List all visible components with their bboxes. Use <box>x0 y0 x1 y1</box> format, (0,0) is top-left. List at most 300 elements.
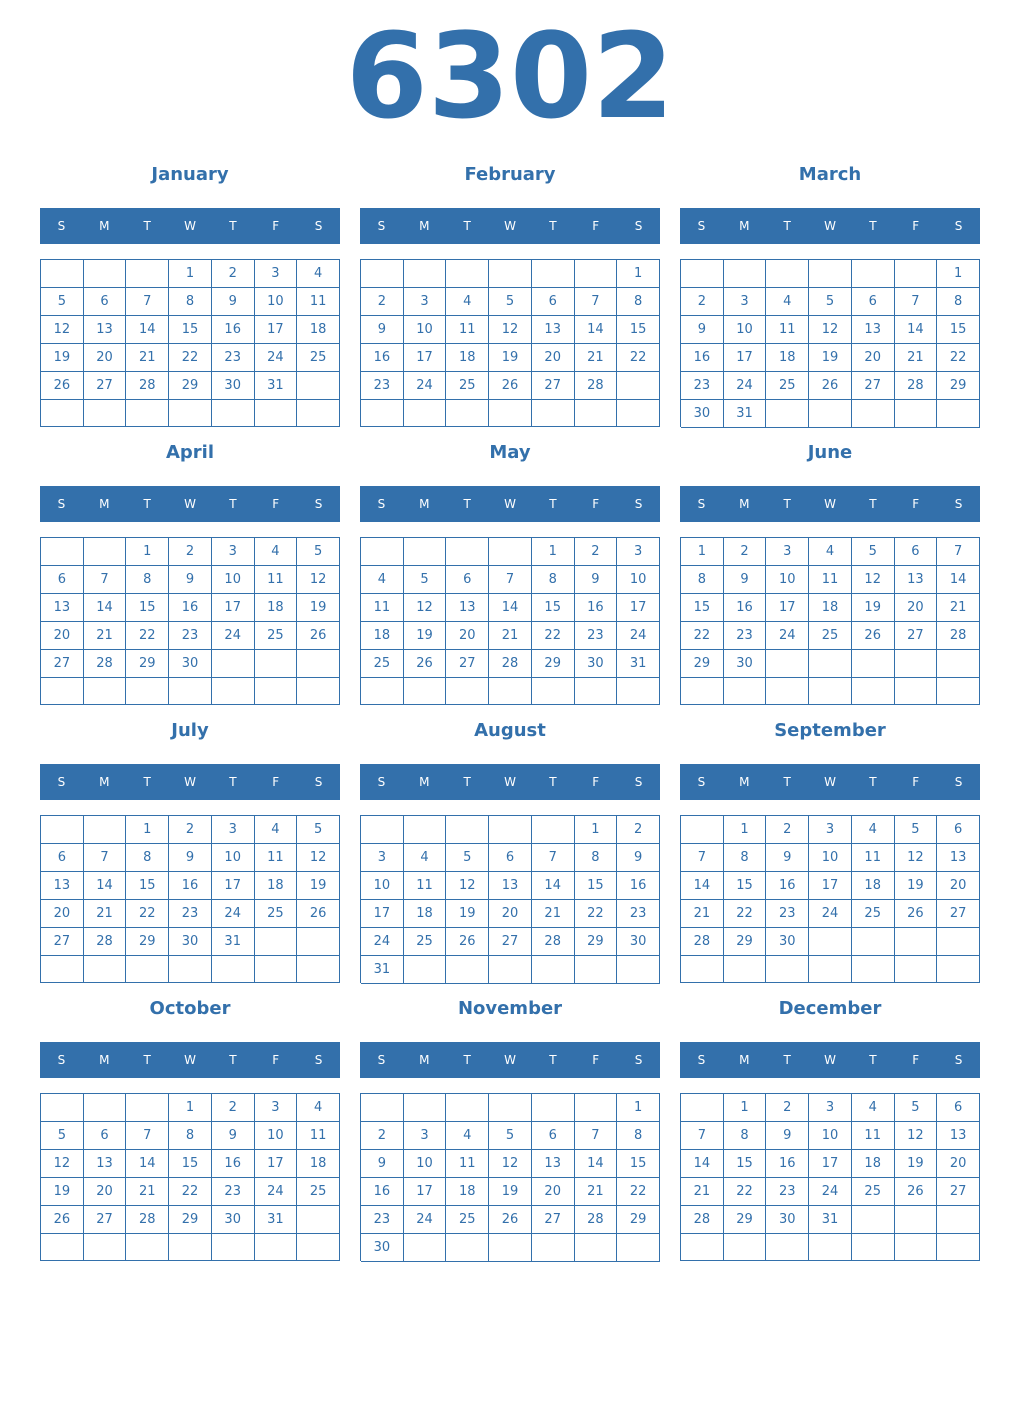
empty-day-cell <box>575 1234 618 1262</box>
day-cell: 13 <box>41 872 84 900</box>
day-cell: 23 <box>766 900 809 928</box>
empty-day-cell <box>809 650 852 678</box>
empty-day-cell <box>41 260 84 288</box>
weekday-label: S <box>697 1053 706 1067</box>
day-cell: 6 <box>84 1122 127 1150</box>
day-cell: 18 <box>852 1150 895 1178</box>
empty-day-cell <box>255 678 298 705</box>
day-cell: 5 <box>297 538 340 566</box>
empty-day-cell <box>361 678 404 705</box>
day-cell: 15 <box>937 316 980 344</box>
day-cell: 17 <box>212 594 255 622</box>
day-cell: 27 <box>41 928 84 956</box>
day-cell: 23 <box>575 622 618 650</box>
day-cell: 9 <box>212 1122 255 1150</box>
empty-day-cell <box>255 956 298 983</box>
day-cell: 1 <box>575 816 618 844</box>
day-cell: 24 <box>212 900 255 928</box>
weekday-label: F <box>272 1053 280 1067</box>
empty-day-cell <box>446 1234 489 1262</box>
weekday-header <box>360 1042 660 1078</box>
day-cell: 24 <box>809 900 852 928</box>
weekday-label: T <box>783 775 791 789</box>
empty-day-cell <box>41 678 84 705</box>
weekday-label: S <box>314 1053 323 1067</box>
weekday-label: S <box>954 497 963 511</box>
day-cell: 29 <box>575 928 618 956</box>
weekday-header <box>360 486 660 522</box>
day-cell: 2 <box>212 1094 255 1122</box>
empty-day-cell <box>84 260 127 288</box>
empty-day-cell <box>446 400 489 427</box>
day-cell: 21 <box>575 344 618 372</box>
day-cell: 27 <box>84 1206 127 1234</box>
empty-day-cell <box>446 816 489 844</box>
day-cell: 20 <box>41 622 84 650</box>
day-cell: 16 <box>361 344 404 372</box>
weekday-label: T <box>869 775 877 789</box>
day-cell: 22 <box>126 622 169 650</box>
day-cell: 2 <box>169 538 212 566</box>
month-name: August <box>474 720 546 741</box>
weekday-label: T <box>549 219 557 233</box>
empty-day-cell <box>297 372 340 400</box>
empty-day-cell <box>297 650 340 678</box>
weekday-label: T <box>549 775 557 789</box>
weekday-label: S <box>954 1053 963 1067</box>
day-cell: 21 <box>895 344 938 372</box>
day-cell: 31 <box>361 956 404 984</box>
day-cell: 21 <box>937 594 980 622</box>
empty-day-cell <box>297 1234 340 1261</box>
day-cell: 29 <box>126 650 169 678</box>
day-cell: 14 <box>126 316 169 344</box>
day-cell: 6 <box>489 844 532 872</box>
weekday-label: M <box>419 775 430 789</box>
weekday-label: M <box>99 497 110 511</box>
weekday-label: S <box>57 1053 66 1067</box>
day-cell: 3 <box>809 816 852 844</box>
empty-day-cell <box>852 260 895 288</box>
empty-day-cell <box>724 260 767 288</box>
empty-day-cell <box>41 538 84 566</box>
day-cell: 11 <box>809 566 852 594</box>
day-cell: 21 <box>126 1178 169 1206</box>
day-cell: 14 <box>575 316 618 344</box>
day-cell: 30 <box>212 372 255 400</box>
day-cell: 5 <box>41 288 84 316</box>
day-grid <box>680 259 980 427</box>
day-grid <box>360 1093 660 1261</box>
empty-day-cell <box>489 816 532 844</box>
empty-day-cell <box>852 956 895 983</box>
empty-day-cell <box>489 538 532 566</box>
day-cell: 3 <box>766 538 809 566</box>
weekday-label: T <box>229 219 237 233</box>
day-cell: 9 <box>169 844 212 872</box>
empty-day-cell <box>446 260 489 288</box>
day-cell: 11 <box>852 844 895 872</box>
empty-day-cell <box>681 260 724 288</box>
empty-day-cell <box>575 956 618 984</box>
day-cell: 8 <box>724 844 767 872</box>
weekday-label: F <box>912 775 920 789</box>
empty-day-cell <box>404 538 447 566</box>
day-cell: 30 <box>724 650 767 678</box>
empty-day-cell <box>404 1094 447 1122</box>
month-name: November <box>457 998 563 1019</box>
day-cell: 14 <box>84 872 127 900</box>
empty-day-cell <box>895 1234 938 1261</box>
day-cell: 10 <box>212 844 255 872</box>
day-cell: 11 <box>297 288 340 316</box>
weekday-label: S <box>954 219 963 233</box>
day-cell: 2 <box>212 260 255 288</box>
day-cell: 9 <box>575 566 618 594</box>
day-cell: 1 <box>724 816 767 844</box>
empty-day-cell <box>255 1234 298 1261</box>
weekday-label: M <box>739 1053 750 1067</box>
weekday-label: S <box>377 219 386 233</box>
day-cell: 18 <box>255 594 298 622</box>
day-cell: 1 <box>724 1094 767 1122</box>
day-grid <box>40 1093 340 1261</box>
empty-day-cell <box>361 816 404 844</box>
weekday-label: T <box>463 775 471 789</box>
day-cell: 24 <box>404 1206 447 1234</box>
day-cell: 27 <box>532 1206 575 1234</box>
empty-day-cell <box>681 1094 724 1122</box>
day-cell: 29 <box>532 650 575 678</box>
day-cell: 4 <box>852 816 895 844</box>
day-cell: 24 <box>766 622 809 650</box>
empty-day-cell <box>126 260 169 288</box>
day-cell: 25 <box>446 372 489 400</box>
day-cell: 11 <box>446 316 489 344</box>
empty-day-cell <box>937 956 980 983</box>
day-cell: 21 <box>126 344 169 372</box>
day-cell: 26 <box>41 372 84 400</box>
day-cell: 28 <box>84 928 127 956</box>
day-cell: 3 <box>404 288 447 316</box>
day-cell: 16 <box>169 872 212 900</box>
weekday-label: F <box>592 775 600 789</box>
weekday-header <box>360 208 660 244</box>
day-cell: 19 <box>41 1178 84 1206</box>
day-grid <box>680 1093 980 1261</box>
day-cell: 5 <box>809 288 852 316</box>
day-cell: 1 <box>169 260 212 288</box>
month-name: July <box>171 720 209 741</box>
day-cell: 1 <box>937 260 980 288</box>
day-cell: 22 <box>169 1178 212 1206</box>
day-cell: 30 <box>169 650 212 678</box>
day-cell: 11 <box>297 1122 340 1150</box>
day-cell: 28 <box>937 622 980 650</box>
empty-day-cell <box>126 1094 169 1122</box>
day-cell: 17 <box>617 594 660 622</box>
empty-day-cell <box>895 928 938 956</box>
empty-day-cell <box>895 400 938 428</box>
day-cell: 16 <box>681 344 724 372</box>
day-cell: 10 <box>766 566 809 594</box>
day-cell: 28 <box>681 928 724 956</box>
day-grid <box>680 537 980 705</box>
day-cell: 29 <box>724 1206 767 1234</box>
month-name: March <box>798 164 862 185</box>
empty-day-cell <box>532 816 575 844</box>
month-name: May <box>489 442 531 463</box>
empty-day-cell <box>766 260 809 288</box>
weekday-label: T <box>869 219 877 233</box>
day-cell: 18 <box>255 872 298 900</box>
weekday-label: T <box>229 1053 237 1067</box>
day-grid <box>360 537 660 705</box>
day-cell: 26 <box>489 372 532 400</box>
month-name: February <box>464 164 556 185</box>
empty-day-cell <box>297 928 340 956</box>
day-cell: 28 <box>532 928 575 956</box>
day-cell: 16 <box>169 594 212 622</box>
day-cell: 16 <box>724 594 767 622</box>
day-cell: 12 <box>297 844 340 872</box>
day-cell: 12 <box>41 1150 84 1178</box>
day-cell: 22 <box>937 344 980 372</box>
empty-day-cell <box>937 1206 980 1234</box>
day-cell: 25 <box>446 1206 489 1234</box>
day-cell: 6 <box>446 566 489 594</box>
day-cell: 18 <box>446 1178 489 1206</box>
weekday-label: S <box>377 775 386 789</box>
weekday-label: T <box>783 1053 791 1067</box>
day-cell: 22 <box>532 622 575 650</box>
empty-day-cell <box>212 650 255 678</box>
day-cell: 7 <box>575 288 618 316</box>
day-cell: 7 <box>126 288 169 316</box>
day-cell: 2 <box>766 1094 809 1122</box>
day-grid <box>360 259 660 427</box>
empty-day-cell <box>404 816 447 844</box>
weekday-header <box>40 486 340 522</box>
empty-day-cell <box>169 956 212 983</box>
empty-day-cell <box>532 400 575 427</box>
day-cell: 19 <box>852 594 895 622</box>
weekday-label: M <box>419 497 430 511</box>
day-cell: 6 <box>532 288 575 316</box>
day-cell: 15 <box>169 1150 212 1178</box>
day-cell: 28 <box>489 650 532 678</box>
day-cell: 7 <box>532 844 575 872</box>
day-cell: 21 <box>575 1178 618 1206</box>
empty-day-cell <box>446 956 489 984</box>
day-cell: 6 <box>852 288 895 316</box>
day-cell: 21 <box>489 622 532 650</box>
empty-day-cell <box>84 538 127 566</box>
day-cell: 4 <box>255 816 298 844</box>
day-grid <box>40 259 340 427</box>
day-cell: 3 <box>255 260 298 288</box>
day-cell: 22 <box>575 900 618 928</box>
weekday-header <box>680 764 980 800</box>
empty-day-cell <box>809 1234 852 1261</box>
day-cell: 3 <box>255 1094 298 1122</box>
day-cell: 26 <box>297 622 340 650</box>
day-cell: 8 <box>575 844 618 872</box>
day-cell: 19 <box>895 1150 938 1178</box>
day-cell: 22 <box>126 900 169 928</box>
empty-day-cell <box>126 400 169 427</box>
day-cell: 1 <box>617 260 660 288</box>
day-cell: 19 <box>895 872 938 900</box>
day-cell: 19 <box>489 344 532 372</box>
day-cell: 17 <box>809 1150 852 1178</box>
day-cell: 12 <box>489 1150 532 1178</box>
empty-day-cell <box>126 1234 169 1261</box>
day-cell: 19 <box>297 594 340 622</box>
day-cell: 18 <box>446 344 489 372</box>
empty-day-cell <box>852 678 895 705</box>
empty-day-cell <box>446 678 489 705</box>
empty-day-cell <box>575 678 618 705</box>
day-cell: 3 <box>809 1094 852 1122</box>
weekday-label: W <box>184 219 196 233</box>
empty-day-cell <box>617 956 660 984</box>
day-cell: 1 <box>532 538 575 566</box>
day-cell: 18 <box>297 316 340 344</box>
day-cell: 5 <box>297 816 340 844</box>
empty-day-cell <box>361 400 404 427</box>
weekday-label: S <box>634 497 643 511</box>
empty-day-cell <box>809 400 852 428</box>
day-cell: 29 <box>617 1206 660 1234</box>
weekday-header <box>40 208 340 244</box>
day-grid <box>680 815 980 983</box>
day-cell: 25 <box>255 622 298 650</box>
day-cell: 12 <box>446 872 489 900</box>
day-cell: 8 <box>617 288 660 316</box>
day-cell: 19 <box>297 872 340 900</box>
day-cell: 30 <box>617 928 660 956</box>
day-cell: 8 <box>532 566 575 594</box>
day-cell: 13 <box>532 316 575 344</box>
day-cell: 8 <box>617 1122 660 1150</box>
day-cell: 11 <box>255 844 298 872</box>
weekday-label: M <box>99 219 110 233</box>
empty-day-cell <box>169 1234 212 1261</box>
day-cell: 29 <box>169 372 212 400</box>
day-cell: 21 <box>84 900 127 928</box>
day-cell: 15 <box>126 594 169 622</box>
day-cell: 21 <box>84 622 127 650</box>
day-cell: 28 <box>681 1206 724 1234</box>
empty-day-cell <box>766 400 809 428</box>
day-cell: 5 <box>489 288 532 316</box>
weekday-label: F <box>272 219 280 233</box>
day-cell: 13 <box>852 316 895 344</box>
day-cell: 13 <box>41 594 84 622</box>
day-cell: 8 <box>169 288 212 316</box>
day-cell: 27 <box>84 372 127 400</box>
day-cell: 30 <box>575 650 618 678</box>
weekday-label: F <box>272 497 280 511</box>
weekday-label: T <box>463 1053 471 1067</box>
empty-day-cell <box>169 400 212 427</box>
empty-day-cell <box>809 260 852 288</box>
day-cell: 1 <box>617 1094 660 1122</box>
empty-day-cell <box>937 678 980 705</box>
day-cell: 17 <box>404 344 447 372</box>
day-cell: 30 <box>766 928 809 956</box>
day-cell: 4 <box>361 566 404 594</box>
day-cell: 7 <box>84 566 127 594</box>
day-cell: 7 <box>126 1122 169 1150</box>
weekday-label: T <box>143 497 151 511</box>
day-cell: 10 <box>255 288 298 316</box>
day-cell: 24 <box>255 1178 298 1206</box>
empty-day-cell <box>126 678 169 705</box>
day-cell: 4 <box>809 538 852 566</box>
weekday-label: W <box>504 775 516 789</box>
weekday-label: W <box>184 1053 196 1067</box>
day-cell: 25 <box>852 900 895 928</box>
day-cell: 9 <box>169 566 212 594</box>
day-cell: 22 <box>617 1178 660 1206</box>
empty-day-cell <box>212 400 255 427</box>
day-cell: 25 <box>404 928 447 956</box>
day-cell: 19 <box>404 622 447 650</box>
day-cell: 14 <box>126 1150 169 1178</box>
weekday-label: S <box>57 775 66 789</box>
empty-day-cell <box>681 678 724 705</box>
day-cell: 6 <box>41 844 84 872</box>
empty-day-cell <box>809 928 852 956</box>
day-cell: 14 <box>575 1150 618 1178</box>
day-cell: 20 <box>532 1178 575 1206</box>
weekday-label: S <box>634 219 643 233</box>
day-cell: 7 <box>681 1122 724 1150</box>
weekday-label: T <box>229 497 237 511</box>
weekday-label: T <box>143 219 151 233</box>
day-cell: 26 <box>446 928 489 956</box>
day-cell: 27 <box>895 622 938 650</box>
day-cell: 26 <box>41 1206 84 1234</box>
day-cell: 8 <box>126 566 169 594</box>
empty-day-cell <box>446 538 489 566</box>
day-cell: 20 <box>852 344 895 372</box>
weekday-label: T <box>463 497 471 511</box>
day-cell: 6 <box>532 1122 575 1150</box>
day-cell: 10 <box>404 316 447 344</box>
day-cell: 24 <box>255 344 298 372</box>
day-cell: 22 <box>724 900 767 928</box>
day-cell: 18 <box>809 594 852 622</box>
day-cell: 27 <box>446 650 489 678</box>
empty-day-cell <box>766 1234 809 1261</box>
weekday-label: M <box>99 1053 110 1067</box>
day-cell: 1 <box>169 1094 212 1122</box>
day-cell: 3 <box>724 288 767 316</box>
weekday-label: S <box>697 775 706 789</box>
empty-day-cell <box>937 928 980 956</box>
day-cell: 13 <box>937 844 980 872</box>
weekday-label: M <box>739 775 750 789</box>
day-cell: 23 <box>361 372 404 400</box>
weekday-label: S <box>57 497 66 511</box>
day-cell: 25 <box>766 372 809 400</box>
day-cell: 23 <box>169 622 212 650</box>
day-cell: 31 <box>617 650 660 678</box>
day-cell: 13 <box>489 872 532 900</box>
